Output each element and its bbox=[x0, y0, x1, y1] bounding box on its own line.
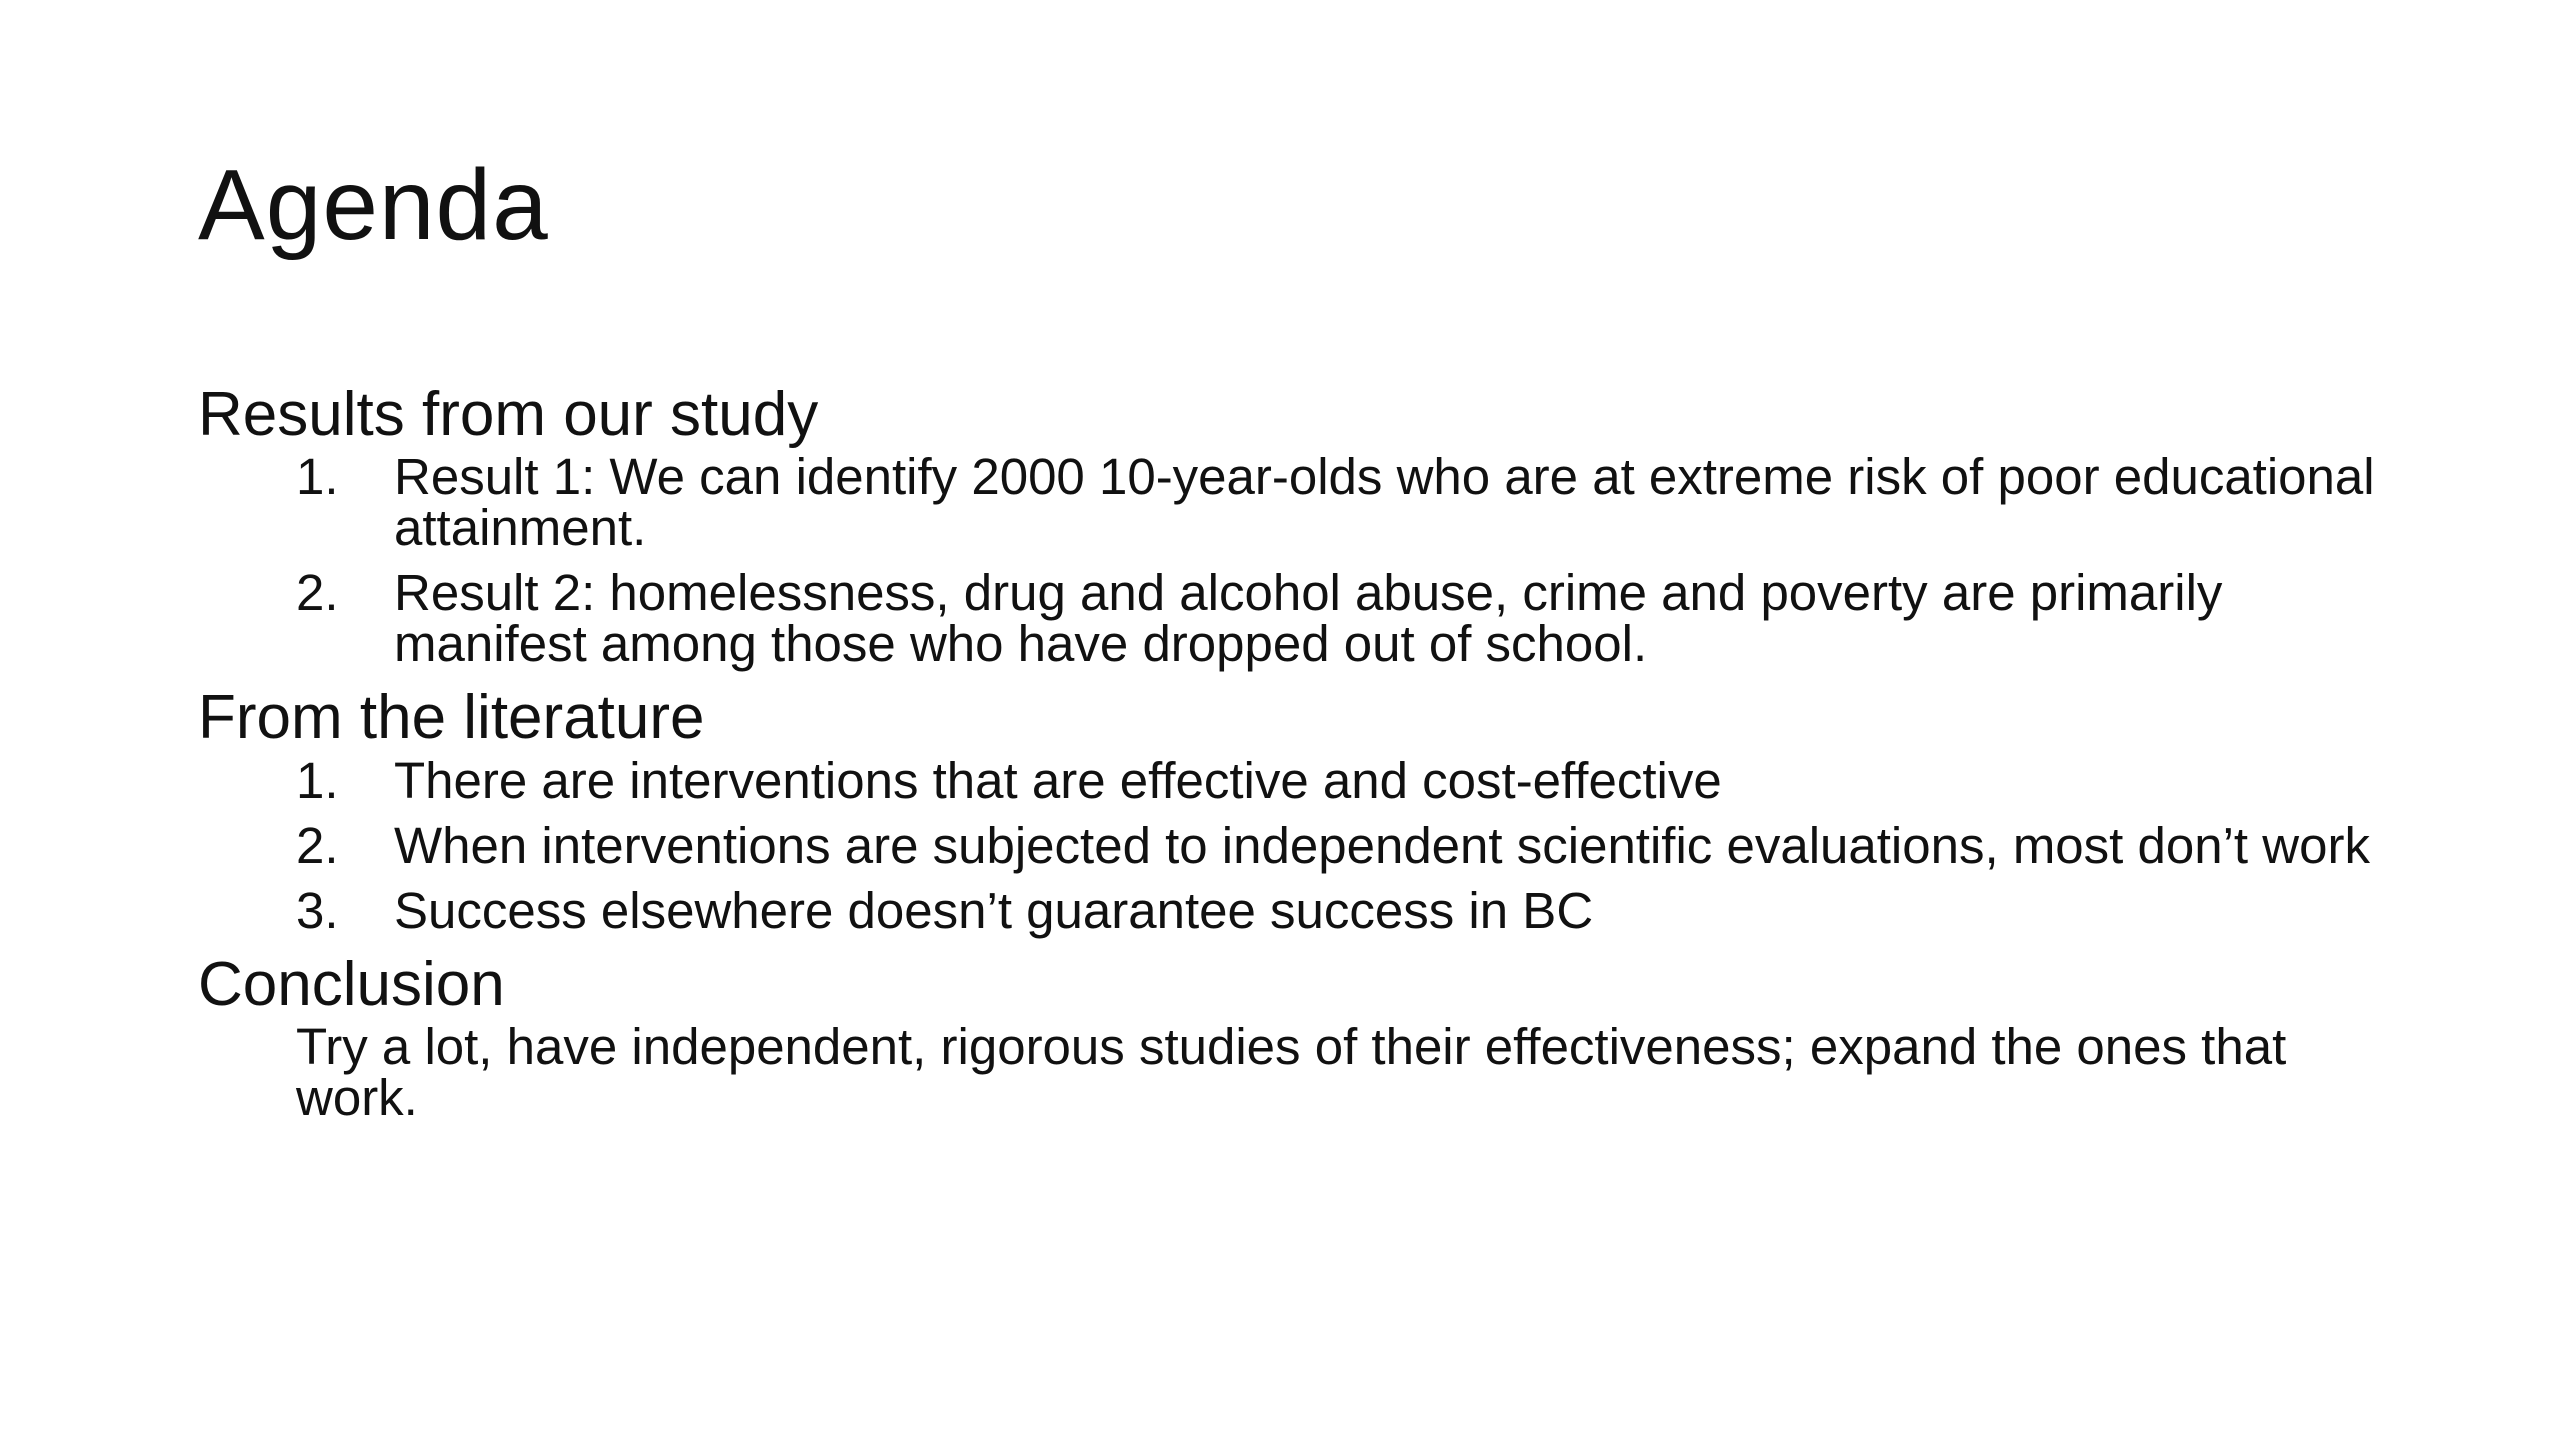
section-heading: Results from our study bbox=[198, 380, 819, 449]
section-literature bbox=[198, 683, 2428, 939]
list-item-number: 2. bbox=[296, 564, 339, 622]
list-item bbox=[198, 881, 2428, 939]
list-item-number: 2. bbox=[296, 816, 339, 874]
numbered-list bbox=[198, 751, 2428, 939]
list-item-text: Result 1: We can identify 2000 10-year-olds who are at extreme risk of poor educational attainment. bbox=[394, 448, 2375, 557]
conclusion-paragraph: Try a lot, have independent, rigorous studies of their effectiveness; expand the ones that work. bbox=[296, 1018, 2287, 1127]
list-item bbox=[198, 564, 2428, 673]
list-item-number: 1. bbox=[296, 751, 339, 809]
section-heading: Conclusion bbox=[198, 949, 505, 1019]
list-item-text: Result 2: homelessness, drug and alcohol abuse, crime and poverty are primarily manifest among those who have dropped out of school. bbox=[394, 564, 2223, 673]
list-item-number: 3. bbox=[296, 881, 339, 939]
section-heading: From the literature bbox=[198, 683, 705, 753]
list-item-text: There are interventions that are effective and cost-effective bbox=[394, 751, 1722, 809]
section-results bbox=[198, 380, 2428, 673]
list-item-text: Success elsewhere doesn’t guarantee success in BC bbox=[394, 881, 1594, 939]
list-item bbox=[198, 816, 2428, 874]
list-item bbox=[198, 751, 2428, 809]
list-item-text: When interventions are subjected to independent scientific evaluations, most don’t work bbox=[394, 816, 2370, 874]
slide-body bbox=[198, 380, 2428, 1127]
numbered-list bbox=[198, 448, 2428, 673]
section-conclusion bbox=[198, 949, 2428, 1127]
list-item-number: 1. bbox=[296, 448, 339, 506]
list-item bbox=[198, 448, 2428, 557]
slide-title: Agenda bbox=[198, 149, 549, 261]
